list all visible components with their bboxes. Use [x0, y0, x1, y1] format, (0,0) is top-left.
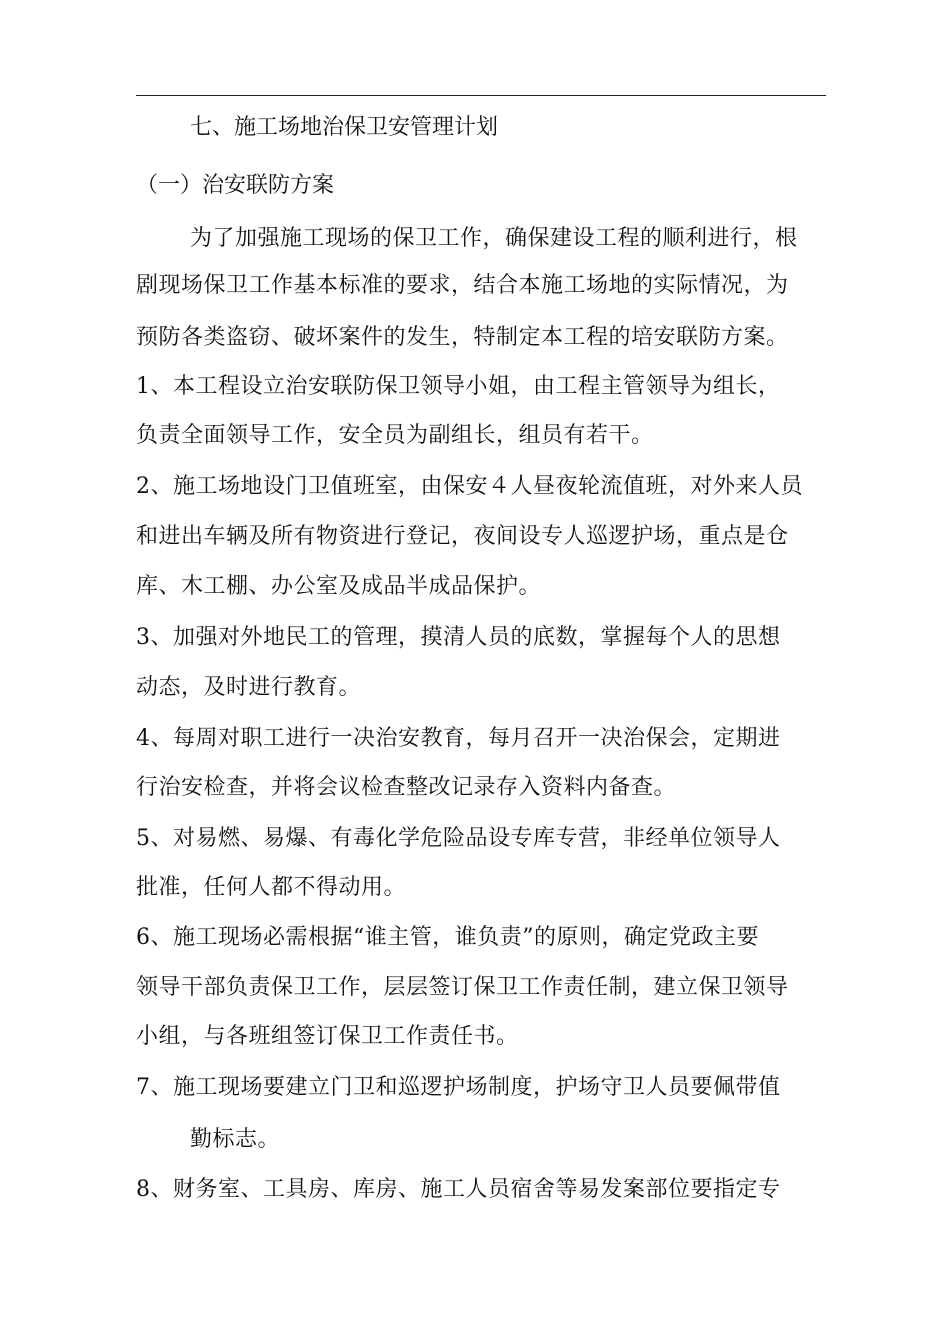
list-item-line: 库、木工棚、办公室及成品半成品保护。: [136, 574, 542, 599]
list-item-line: 负责全面领导工作，安全员为副组长，组员有若干。: [136, 423, 654, 448]
list-item-line: 动态，及时进行教育。: [136, 675, 362, 700]
list-item-line: 7、施工现场要建立门卫和巡逻护场制度，护场守卫人员要佩带值: [136, 1075, 781, 1100]
list-item-line: 6、施工现场必需根据“谁主管，谁负责”的原则，确定党政主要: [136, 925, 759, 950]
list-item-line: 勤标志。: [190, 1127, 281, 1152]
list-item-line: 8、财务室、工具房、库房、施工人员宿舍等易发案部位要指定专: [136, 1177, 781, 1202]
list-item-line: 4、每周对职工进行一决治安教育，每月召开一决治保会，定期进: [136, 726, 781, 751]
header-rule: [136, 95, 826, 96]
intro-line: 为了加强施工现场的保卫工作，确保建设工程的顺利进行，根: [190, 226, 798, 251]
list-item-line: 批准，任何人都不得动用。: [136, 875, 407, 900]
list-item-line: 行治安检查，并将会议检查整改记录存入资料内备查。: [136, 775, 677, 800]
list-item-line: 2、施工场地设门卫值班室，由保安４人昼夜轮流值班，对外来人员: [136, 474, 803, 499]
list-item-line: 和进出车辆及所有物资进行登记，夜间设专人巡逻护场，重点是仓: [136, 524, 789, 549]
intro-line: 剧现场保卫工作基本标准的要求，结合本施工场地的实际情况，为: [136, 273, 789, 298]
list-item-line: 5、对易燃、易爆、有毒化学危险品设专库专营，非经单位领导人: [136, 826, 781, 851]
intro-line: 预防各类盗窃、破坏案件的发生，特制定本工程的培安联防方案。: [136, 325, 789, 350]
subsection-title: （一）治安联防方案: [136, 173, 335, 198]
list-item-line: 3、加强对外地民工的管理，摸清人员的底数，掌握每个人的思想: [136, 625, 781, 650]
list-item-line: 领导干部负责保卫工作，层层签订保卫工作责任制，建立保卫领导: [136, 975, 789, 1000]
section-title: 七、施工场地治保卫安管理计划: [190, 115, 499, 140]
list-item-line: 1、本工程设立治安联防保卫领导小姐，由工程主管领导为组长，: [136, 374, 781, 399]
list-item-line: 小组，与各班组签订保卫工作责任书。: [136, 1024, 519, 1049]
